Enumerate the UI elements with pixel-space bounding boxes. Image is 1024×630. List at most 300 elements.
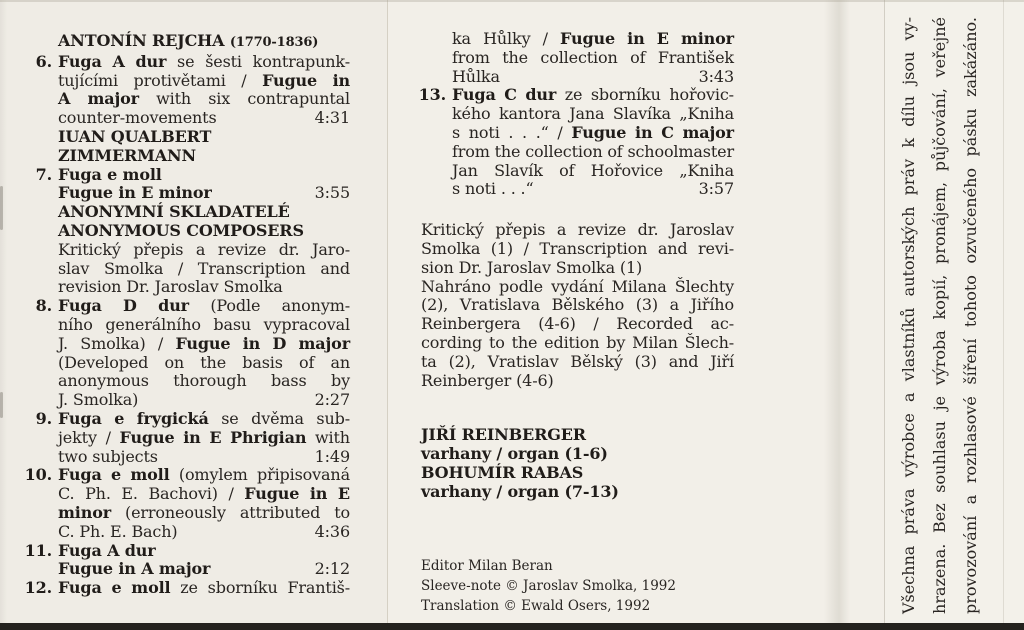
text-segment: of	[607, 141, 623, 161]
text-segment: dvěma	[251, 408, 304, 428]
text-line	[421, 353, 734, 372]
text-line	[58, 429, 350, 448]
text-line	[452, 143, 734, 162]
text-segment: Sleeve-note © Jaroslav Smolka, 1992	[421, 577, 676, 594]
text-segment: Reinberger (4-6)	[421, 370, 554, 390]
text-segment: přepis	[495, 220, 546, 240]
text-line	[421, 483, 734, 502]
line-text	[421, 598, 650, 614]
text-segment: hořovic-	[669, 85, 734, 105]
text-segment: Transcription	[539, 238, 648, 258]
text-line	[58, 410, 350, 429]
text-segment: Milana	[611, 276, 667, 296]
text-segment: C	[661, 122, 674, 142]
text-segment: Smolka	[421, 238, 481, 258]
text-segment: the	[511, 332, 538, 352]
text-line	[58, 53, 350, 72]
text-segment: collection	[525, 141, 603, 161]
scan-smudge	[0, 186, 3, 230]
text-segment: a	[669, 295, 679, 315]
text-segment: Fuga	[58, 408, 102, 428]
text-segment: s	[452, 122, 461, 142]
text-line	[452, 30, 734, 49]
text-line	[421, 464, 734, 483]
text-segment: s noti . . .“	[452, 179, 534, 199]
text-segment: in	[332, 70, 350, 90]
text-segment: /	[157, 333, 164, 353]
text-segment: Ph.	[85, 484, 111, 504]
text-segment: kého	[452, 104, 491, 124]
line-text	[58, 184, 212, 203]
text-segment: anonym-	[281, 296, 350, 316]
text-segment: of	[630, 47, 646, 67]
text-segment: Fugue	[175, 333, 231, 353]
text-segment: revize	[577, 220, 627, 240]
text-segment: Slavík	[494, 160, 543, 180]
copyright-notice-rotated	[893, 17, 993, 614]
text-segment: /	[105, 427, 111, 447]
text-segment: noti	[468, 122, 500, 142]
text-line	[58, 147, 350, 166]
text-segment: (2),	[448, 351, 476, 371]
text-segment: to	[488, 332, 505, 352]
text-segment: Milan	[632, 332, 678, 352]
track-number: 13.	[418, 85, 446, 105]
text-segment: E	[656, 29, 669, 48]
text-segment: six	[208, 89, 231, 109]
text-segment: thorough	[173, 371, 247, 391]
text-segment: the	[502, 47, 528, 67]
text-segment: in	[183, 427, 201, 447]
performers-block	[421, 426, 734, 501]
text-segment: Nahráno	[421, 276, 491, 296]
tracklist-panel-left	[0, 0, 387, 623]
text-segment: Fugue in A major	[58, 559, 211, 579]
text-segment: collection	[540, 47, 618, 67]
line-text	[421, 578, 676, 594]
line-text	[58, 165, 162, 184]
text-segment: minor	[680, 29, 734, 48]
text-segment: of	[299, 352, 315, 372]
text-line	[421, 221, 734, 240]
line-text	[452, 68, 500, 87]
text-segment: Fugue	[571, 122, 627, 142]
text-segment: edition	[544, 332, 600, 352]
scan-edge-left	[0, 0, 7, 623]
line-text	[58, 523, 178, 542]
text-segment: anonymous	[58, 371, 149, 391]
text-segment: Vratislav	[487, 351, 559, 371]
line-text	[58, 560, 210, 579]
track-number: 7.	[35, 164, 52, 184]
text-line	[58, 297, 350, 316]
text-segment: jekty	[58, 427, 97, 447]
text-segment: of	[559, 160, 575, 180]
text-segment: Reinbergera	[421, 314, 521, 334]
track-item	[35, 408, 350, 466]
text-segment: from	[452, 47, 490, 67]
track-item	[24, 540, 350, 580]
text-segment: dur	[158, 296, 189, 316]
text-line	[421, 426, 734, 445]
text-segment: přepis	[133, 239, 184, 259]
text-segment: dr.	[637, 220, 659, 240]
text-segment: C.	[58, 484, 75, 504]
line-text	[421, 258, 642, 277]
text-segment: (erroneously	[124, 502, 226, 522]
scan-edge-top	[0, 0, 1024, 2]
text-segment: schoolmaster	[627, 141, 734, 161]
text-segment: /	[542, 29, 548, 48]
text-segment: minor	[58, 502, 111, 522]
track-number: 12.	[24, 578, 52, 598]
line-text	[421, 425, 586, 444]
text-segment: (2),	[421, 295, 449, 315]
text-segment: with	[156, 89, 192, 109]
text-segment: D	[272, 333, 287, 353]
text-line	[58, 32, 350, 53]
header-block	[58, 203, 350, 241]
track-number: 10.	[24, 465, 52, 485]
track-duration: 3:55	[314, 183, 350, 203]
text-segment: in	[627, 29, 645, 48]
text-segment: revi-	[698, 238, 734, 258]
text-segment: basis	[242, 352, 283, 372]
text-segment: C	[504, 85, 517, 105]
text-segment: Editor Milan Beran	[421, 557, 553, 574]
text-segment: e	[111, 465, 122, 485]
text-segment: (omylem	[178, 465, 248, 485]
text-line	[421, 296, 734, 315]
text-line	[58, 354, 350, 373]
text-segment: A	[58, 89, 71, 109]
text-segment: the	[200, 352, 227, 372]
text-segment: Fuga e moll	[58, 164, 162, 184]
text-segment: and	[668, 351, 699, 371]
fold-crease-line	[387, 0, 388, 623]
text-segment: šesti	[205, 51, 242, 71]
text-segment: ANONYMNÍ SKLADATELÉ	[58, 202, 290, 222]
text-segment: ac-	[710, 314, 734, 334]
text-segment: and	[657, 238, 688, 258]
text-segment: varhany / organ (1-6)	[421, 444, 608, 464]
copyright-line: provozování a rozhlasové šíření tohoto ozvučeného pásku zakázáno.	[961, 17, 980, 614]
text-segment: (1)	[490, 238, 513, 258]
text-segment: Šlechty	[674, 276, 734, 296]
track-number: 6.	[35, 51, 52, 71]
text-segment: ze	[180, 578, 198, 598]
text-segment: E	[209, 427, 222, 447]
text-line	[421, 596, 734, 616]
track-item	[35, 296, 350, 410]
text-segment: sion Dr. Jaroslav Smolka (1)	[421, 257, 643, 277]
text-segment: moll	[130, 465, 170, 485]
text-line	[421, 240, 734, 259]
text-line	[58, 335, 350, 354]
text-line	[58, 542, 350, 561]
text-line	[58, 128, 350, 147]
text-segment: /	[557, 122, 563, 142]
header-block	[58, 32, 350, 53]
text-segment: kontrapunk-	[252, 51, 350, 71]
text-segment: Fugue	[119, 427, 175, 447]
text-segment: Fuga	[58, 465, 102, 485]
text-segment: .	[522, 122, 527, 142]
text-segment: /	[523, 238, 529, 258]
text-line	[58, 222, 350, 241]
copyright-line: hrazena. Bez souhlasu je výroba kopií, pronájem, půjčování, veřejné	[930, 17, 949, 614]
text-segment: ANTONÍN REJCHA	[58, 31, 230, 50]
text-segment: Transcription	[197, 258, 306, 278]
text-segment: ního	[58, 314, 93, 334]
text-segment: (3)	[634, 351, 657, 371]
text-segment: frygická	[136, 408, 209, 428]
text-segment: ZIMMERMANN	[58, 145, 196, 165]
text-segment: Šlech-	[684, 332, 734, 352]
text-segment: (Podle	[210, 296, 261, 316]
text-segment: revize	[217, 239, 267, 259]
text-line	[452, 86, 734, 105]
track-item	[452, 30, 734, 86]
text-segment: J.	[58, 333, 68, 353]
track-number: 8.	[35, 296, 52, 316]
header-block	[58, 128, 350, 166]
line-text	[58, 109, 217, 128]
text-segment: in	[242, 333, 261, 353]
line-text	[58, 277, 283, 296]
text-segment: /	[228, 484, 234, 504]
line-text	[421, 371, 554, 390]
credits-block	[421, 556, 734, 616]
text-segment: Kritický	[421, 220, 484, 240]
text-segment: e	[111, 578, 122, 598]
text-line	[58, 260, 350, 279]
text-segment: Bachovi)	[148, 484, 218, 504]
track-item	[24, 578, 350, 598]
text-segment: Vratislava	[459, 295, 541, 315]
text-segment: (3)	[635, 295, 658, 315]
text-segment: /	[177, 258, 184, 278]
track-duration: 4:31	[314, 108, 350, 128]
text-segment: Hůlka	[452, 66, 500, 86]
text-segment: .	[508, 122, 514, 142]
text-segment: Fugue in E minor	[58, 183, 212, 203]
text-segment: major	[682, 122, 734, 142]
track-duration: 3:43	[698, 66, 734, 86]
text-line	[58, 184, 350, 203]
text-segment: vypracoval	[263, 314, 350, 334]
copyright-line: Všechna práva výrobce a vlastníků autorských práv k dílu jsou vy-	[899, 17, 918, 614]
text-segment: the	[494, 141, 521, 161]
text-segment: generálního	[105, 314, 201, 334]
text-segment: major	[87, 89, 139, 109]
scan-bottom-bar	[0, 623, 1024, 630]
text-line	[58, 391, 350, 410]
track-duration: 3:57	[698, 179, 734, 199]
line-text	[421, 482, 619, 501]
text-line	[58, 316, 350, 335]
text-line	[452, 68, 734, 87]
line-text	[58, 31, 318, 50]
text-segment: Fuga	[452, 85, 496, 105]
text-segment: se	[221, 408, 239, 428]
text-line	[58, 166, 350, 185]
text-segment: Fuga	[58, 51, 102, 71]
text-line	[452, 162, 734, 181]
text-line	[58, 90, 350, 109]
note-block	[58, 241, 350, 297]
text-segment: /	[593, 314, 599, 334]
text-segment: Jiřího	[690, 295, 734, 315]
text-segment: Bělského	[551, 295, 625, 315]
text-line	[421, 334, 734, 353]
text-segment: dur	[525, 85, 557, 105]
text-segment: IUAN QUALBERT	[58, 126, 212, 146]
text-segment: Fugue	[560, 29, 615, 48]
line-text	[58, 541, 156, 560]
text-segment: Fuga	[58, 296, 102, 316]
text-segment: se	[177, 51, 195, 71]
text-segment: JIŘÍ REINBERGER	[421, 425, 586, 445]
text-line	[58, 466, 350, 485]
text-segment: Jana	[569, 104, 605, 124]
text-segment: Fuga	[58, 578, 102, 598]
text-segment: protivětami	[133, 70, 226, 90]
track-item	[35, 164, 350, 204]
tracklist-panel-right	[387, 0, 884, 623]
text-segment: připisovaná	[256, 465, 350, 485]
text-line	[421, 445, 734, 464]
text-segment: Jiří	[710, 351, 734, 371]
text-segment: to	[334, 502, 350, 522]
text-segment: Recorded	[616, 314, 693, 334]
text-segment: ta	[421, 351, 437, 371]
text-line	[58, 278, 350, 297]
track-duration: 2:12	[314, 559, 350, 579]
track-duration: 2:27	[314, 390, 350, 410]
text-segment: sub-	[316, 408, 350, 428]
text-segment: varhany / organ (7-13)	[421, 481, 619, 501]
tracklist-right-content	[418, 29, 734, 616]
text-segment: vydání	[551, 276, 604, 296]
text-segment: /	[241, 70, 247, 90]
text-segment: a	[195, 239, 206, 259]
text-line	[58, 72, 350, 91]
text-line	[421, 315, 734, 334]
text-segment: Jan	[452, 160, 478, 180]
track-item	[35, 51, 350, 128]
text-segment: E.	[121, 484, 138, 504]
text-line	[58, 241, 350, 260]
line-text	[421, 463, 583, 482]
line-text	[58, 202, 290, 221]
text-segment: bass	[270, 371, 307, 391]
text-segment: from	[452, 141, 490, 161]
text-segment: on	[164, 352, 185, 372]
text-line	[421, 278, 734, 297]
text-segment: ANONYMOUS COMPOSERS	[58, 220, 304, 240]
text-segment: „Kniha	[679, 160, 734, 180]
track-number: 11.	[24, 540, 52, 560]
text-segment: and	[320, 258, 350, 278]
text-segment: an	[330, 352, 350, 372]
text-segment: František	[657, 47, 734, 67]
line-text	[58, 448, 158, 467]
text-segment: dur	[135, 51, 167, 71]
text-segment: moll	[131, 578, 171, 598]
track-number: 9.	[35, 408, 52, 428]
text-segment: in	[635, 122, 653, 142]
text-line	[421, 576, 734, 596]
text-segment: Bělský	[570, 351, 623, 371]
scan-smudge	[0, 392, 3, 418]
text-line	[58, 523, 350, 542]
track-item	[418, 85, 734, 199]
fold-crease-shadow	[824, 0, 850, 623]
text-segment: Translation © Ewald Osers, 1992	[421, 597, 651, 614]
text-line	[58, 485, 350, 504]
text-segment: Jaroslav	[669, 220, 734, 240]
line-text	[58, 221, 304, 240]
text-segment: J. Smolka)	[58, 390, 139, 410]
text-segment: A	[112, 51, 125, 71]
text-segment: cording	[421, 332, 483, 352]
text-segment: a	[556, 220, 567, 240]
text-segment: Jaro-	[312, 239, 350, 259]
fold-crease-line	[884, 0, 885, 623]
line-text	[452, 180, 534, 199]
text-segment: sborníku	[590, 85, 661, 105]
text-segment: tujícími	[58, 70, 118, 90]
text-line	[421, 259, 734, 278]
text-segment: Fuga A dur	[58, 540, 156, 560]
text-line	[58, 448, 350, 467]
text-line	[452, 124, 734, 143]
text-segment: by	[606, 332, 626, 352]
text-line	[58, 504, 350, 523]
track-duration: 1:49	[314, 446, 350, 466]
text-line	[58, 579, 350, 598]
text-segment: Hořovice	[590, 160, 663, 180]
text-segment: attributed	[239, 502, 321, 522]
tracklist-left-content	[24, 31, 350, 598]
para-block	[421, 221, 734, 390]
line-text	[421, 558, 553, 574]
track-duration: 4:36	[314, 521, 350, 541]
text-segment: counter-movements	[58, 108, 217, 128]
text-line	[452, 180, 734, 199]
text-segment: e	[114, 408, 125, 428]
text-segment: D	[123, 296, 137, 316]
text-segment: major	[298, 333, 350, 353]
text-segment: ka	[452, 29, 471, 48]
text-segment: Františ-	[287, 578, 350, 598]
line-text	[58, 146, 196, 165]
text-segment: podle	[499, 276, 543, 296]
text-segment: by	[330, 371, 350, 391]
text-segment: Fugue	[244, 484, 300, 504]
text-line	[58, 109, 350, 128]
text-line	[452, 105, 734, 124]
text-segment: dr.	[278, 239, 300, 259]
text-segment: E	[337, 484, 350, 504]
text-segment: (4-6)	[538, 314, 576, 334]
text-segment: sborníku	[207, 578, 278, 598]
text-segment: .“	[535, 122, 549, 142]
text-segment: basu	[213, 314, 252, 334]
text-segment: Hůlky	[483, 29, 531, 48]
track-item	[24, 465, 350, 541]
